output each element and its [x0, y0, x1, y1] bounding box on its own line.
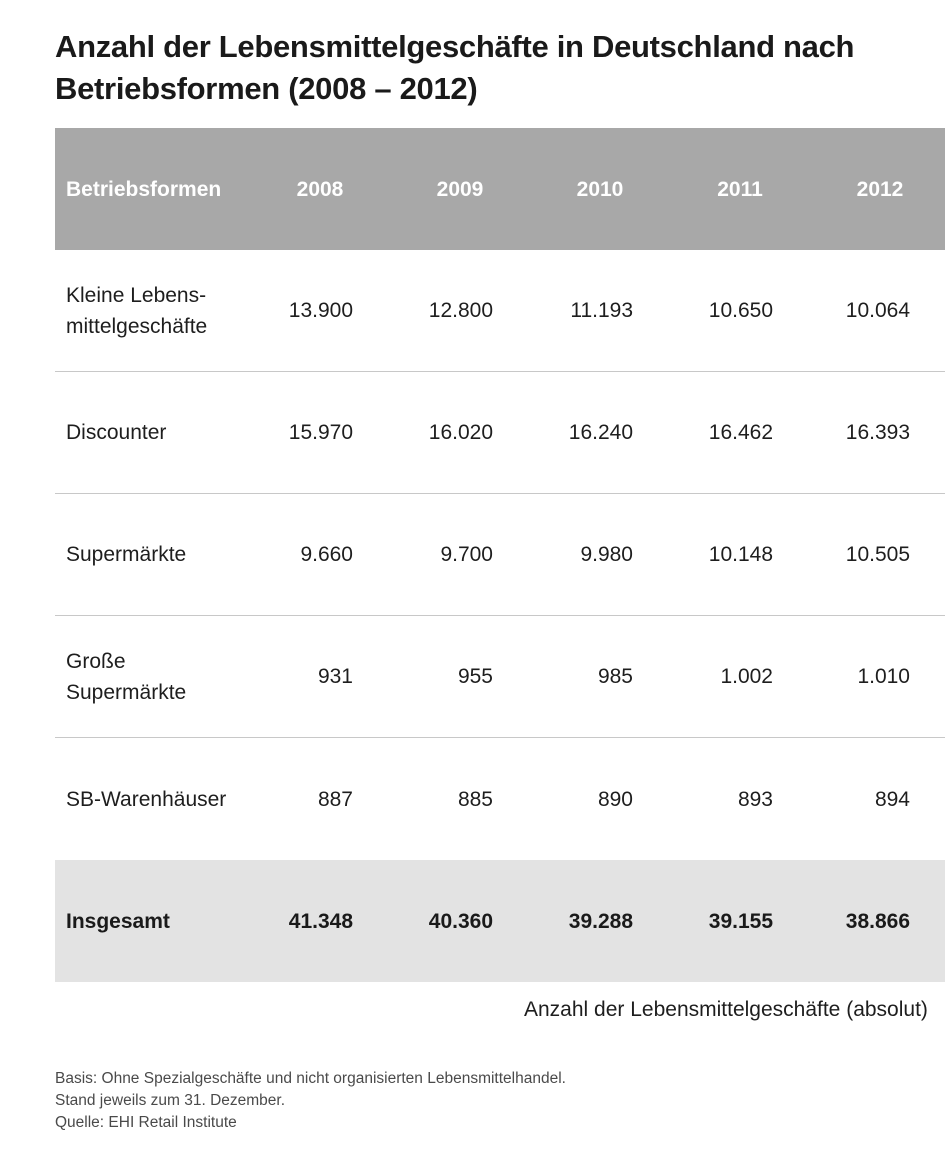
footnotes [55, 1068, 566, 1134]
row-label: Große Supermärkte [66, 649, 187, 704]
unit-note: Anzahl der Lebensmittelgeschäfte (absolut) [524, 998, 928, 1021]
row-value: 15.970 [288, 421, 353, 444]
row-value: 10.148 [708, 543, 773, 566]
table-row [55, 372, 945, 494]
row-value: 1.002 [720, 665, 773, 688]
footnote-basis: Basis: Ohne Spezialgeschäfte und nicht organisierten Lebensmittelhandel. [55, 1070, 566, 1087]
table-header-row [55, 128, 945, 250]
table-row [55, 616, 945, 738]
row-value: 10.650 [708, 299, 773, 322]
row-label: SB-Warenhäuser [66, 787, 227, 811]
row-value: 893 [737, 787, 773, 811]
table-total-row [55, 860, 945, 982]
row-value: 9.980 [580, 543, 633, 566]
total-value: 39.155 [708, 909, 773, 933]
row-value: 887 [317, 787, 353, 811]
page-title: Anzahl der Lebensmittelgeschäfte in Deutschland nach Betriebsformen (2008 – 2012) [55, 29, 855, 106]
header-year-2008: 2008 [296, 177, 344, 201]
row-label: Supermärkte [66, 543, 187, 566]
table-row [55, 494, 945, 616]
row-value: 890 [597, 787, 633, 811]
row-value: 985 [597, 665, 633, 688]
row-value: 885 [457, 787, 493, 811]
total-value: 39.288 [568, 909, 633, 933]
header-year-2011: 2011 [717, 177, 763, 201]
table-row [55, 738, 945, 860]
row-value: 955 [457, 665, 493, 688]
total-value: 41.348 [288, 909, 353, 933]
row-label: Kleine Lebens-mittelgeschäfte [66, 283, 208, 338]
total-label: Insgesamt [66, 909, 170, 933]
row-value: 16.020 [428, 421, 493, 444]
row-value: 10.064 [845, 299, 910, 322]
header-year-2010: 2010 [576, 177, 624, 201]
row-value: 894 [874, 787, 910, 811]
row-value: 10.505 [845, 543, 910, 566]
total-value: 38.866 [845, 909, 910, 933]
footnote-source: Quelle: EHI Retail Institute [55, 1114, 237, 1131]
data-table [55, 128, 945, 982]
row-value: 1.010 [857, 665, 910, 688]
row-value: 9.660 [300, 543, 353, 566]
total-value: 40.360 [428, 909, 493, 933]
row-value: 16.240 [568, 421, 633, 444]
row-value: 13.900 [288, 299, 353, 322]
header-year-2012: 2012 [856, 177, 904, 201]
row-value: 12.800 [428, 299, 493, 322]
row-value: 16.393 [845, 421, 910, 444]
header-betriebsformen: Betriebsformen [66, 177, 222, 201]
row-value: 931 [317, 665, 353, 688]
row-value: 9.700 [440, 543, 493, 566]
table-row [55, 250, 945, 372]
row-label: Discounter [66, 421, 167, 444]
footnote-stand: Stand jeweils zum 31. Dezember. [55, 1092, 286, 1109]
row-value: 16.462 [708, 421, 773, 444]
header-year-2009: 2009 [436, 177, 484, 201]
row-value: 11.193 [570, 299, 633, 322]
